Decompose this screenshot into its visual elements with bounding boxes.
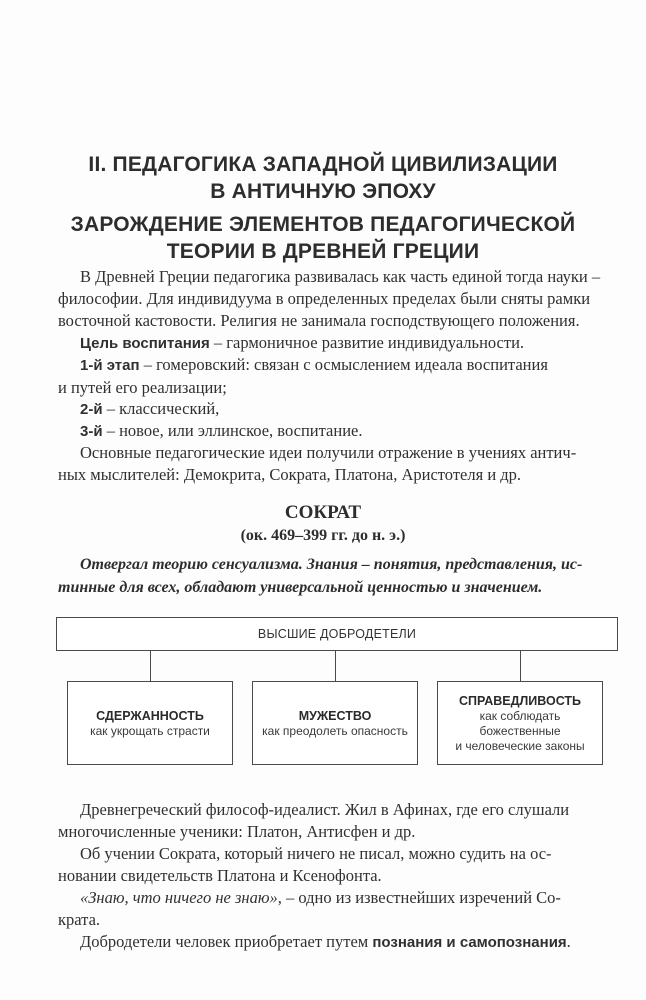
stage-1-paragraph: [58, 354, 624, 399]
connector-line-middle: [335, 651, 336, 681]
higher-virtues-label: ВЫСШИЕ ДОБРОДЕТЕЛИ: [257, 627, 417, 641]
intro-line-1: В Древней Греции педагогика развивалась как часть единой тогда науки –: [80, 267, 601, 286]
virtue-end: .: [566, 932, 571, 951]
virtue-desc-justice-1: как соблюдать: [479, 708, 561, 723]
stage-2-label: 2-й: [80, 401, 103, 418]
goal-line: [58, 332, 624, 355]
virtue-desc-justice-2: божественные: [479, 723, 561, 738]
socrates-thesis: [58, 553, 624, 599]
stage-2-text: – классический,: [102, 399, 220, 418]
thesis-line-2: тинные для всех, обладают универсальной ценностью и значением.: [58, 579, 543, 596]
virtue-title-courage: МУЖЕСТВО: [298, 708, 372, 723]
quote-rest: , – одно из известнейших изречений Со-: [277, 888, 561, 907]
stage-3-line: [58, 420, 624, 443]
thesis-line-1: Отвергал теорию сенсуализма. Знания – понятия, представления, ис-: [80, 556, 583, 573]
stage-3-label: 3-й: [80, 423, 103, 440]
quote-paragraph: [58, 887, 624, 931]
connector-line-right: [520, 651, 521, 681]
virtue-desc-justice-3: и человеческие законы: [455, 738, 585, 753]
goal-label: Цель воспитания: [80, 335, 210, 352]
chapter-title-line-2: В АНТИЧНУЮ ЭПОХУ: [210, 180, 436, 203]
quote-line-1: [58, 887, 624, 909]
stage-3-text: – новое, или эллинское, воспитание.: [102, 421, 363, 440]
socrates-dates: (ок. 469–399 гг. до н. э.): [240, 527, 406, 544]
stage-1-label: 1-й этап: [80, 357, 140, 374]
section-title-line-2: ТЕОРИИ В ДРЕВНЕЙ ГРЕЦИИ: [166, 240, 480, 263]
ideas-paragraph: [58, 442, 624, 486]
stage-2-line: [58, 398, 624, 421]
stage-1-line-1: [58, 354, 624, 377]
virtue-title-justice: СПРАВЕДЛИВОСТЬ: [458, 693, 582, 708]
virtue-line: [58, 931, 624, 954]
ideas-line-2: ных мыслителей: Демокрита, Сократа, Платона, Аристотеля и др.: [58, 465, 522, 484]
bio-paragraph: [58, 799, 624, 843]
virtue-title-restraint: СДЕРЖАННОСТЬ: [96, 708, 204, 723]
chapter-title: [60, 151, 586, 205]
socrates-heading: [60, 500, 586, 547]
stage-1-line-2: и путей его реализации;: [58, 378, 227, 397]
quote-line-2: крата.: [58, 910, 101, 929]
virtue-bold: познания и самопознания: [372, 934, 567, 951]
intro-line-2: философии. Для индивидуума в определенных пределах были сняты рамки: [58, 289, 591, 308]
section-title: [60, 211, 586, 265]
connector-line-left: [150, 651, 151, 681]
ideas-line-1: Основные педагогические идеи получили отражение в учениях антич-: [80, 443, 577, 462]
intro-line-3: восточной кастовости. Религия не занимала господствующего положения.: [58, 311, 580, 330]
virtue-desc-courage: как преодолеть опасность: [262, 723, 408, 738]
higher-virtues-box: [56, 617, 618, 651]
quote-text: «Знаю, что ничего не знаю»: [80, 888, 278, 907]
teaching-line-2: новании свидетельств Платона и Ксенофонта.: [58, 866, 382, 885]
virtue-paragraph: [58, 931, 624, 954]
virtue-box-restraint: [67, 681, 233, 765]
virtue-box-justice: [437, 681, 603, 765]
intro-paragraph: [58, 266, 624, 332]
section-title-line-1: ЗАРОЖДЕНИЕ ЭЛЕМЕНТОВ ПЕДАГОГИЧЕСКОЙ: [70, 213, 576, 236]
stage-3-paragraph: [58, 420, 624, 443]
bio-line-1: Древнегреческий философ-идеалист. Жил в Афинах, где его слушали: [80, 800, 570, 819]
bio-line-2: многочисленные ученики: Платон, Антисфен и др.: [58, 822, 416, 841]
stage-1-text: – гомеровский: связан с осмыслением идеала воспитания: [139, 355, 548, 374]
goal-text: – гармоничное развитие индивидуальности.: [209, 333, 525, 352]
socrates-name: СОКРАТ: [284, 502, 362, 523]
virtue-desc-restraint: как укрощать страсти: [90, 723, 210, 738]
goal-paragraph: [58, 332, 624, 355]
teaching-paragraph: [58, 843, 624, 887]
chapter-title-line-1: II. ПЕДАГОГИКА ЗАПАДНОЙ ЦИВИЛИЗАЦИИ: [88, 153, 558, 176]
virtue-text: Добродетели человек приобретает путем: [80, 932, 373, 951]
virtue-box-courage: [252, 681, 418, 765]
stage-2-paragraph: [58, 398, 624, 421]
teaching-line-1: Об учении Сократа, который ничего не писал, можно судить на ос-: [80, 844, 552, 863]
